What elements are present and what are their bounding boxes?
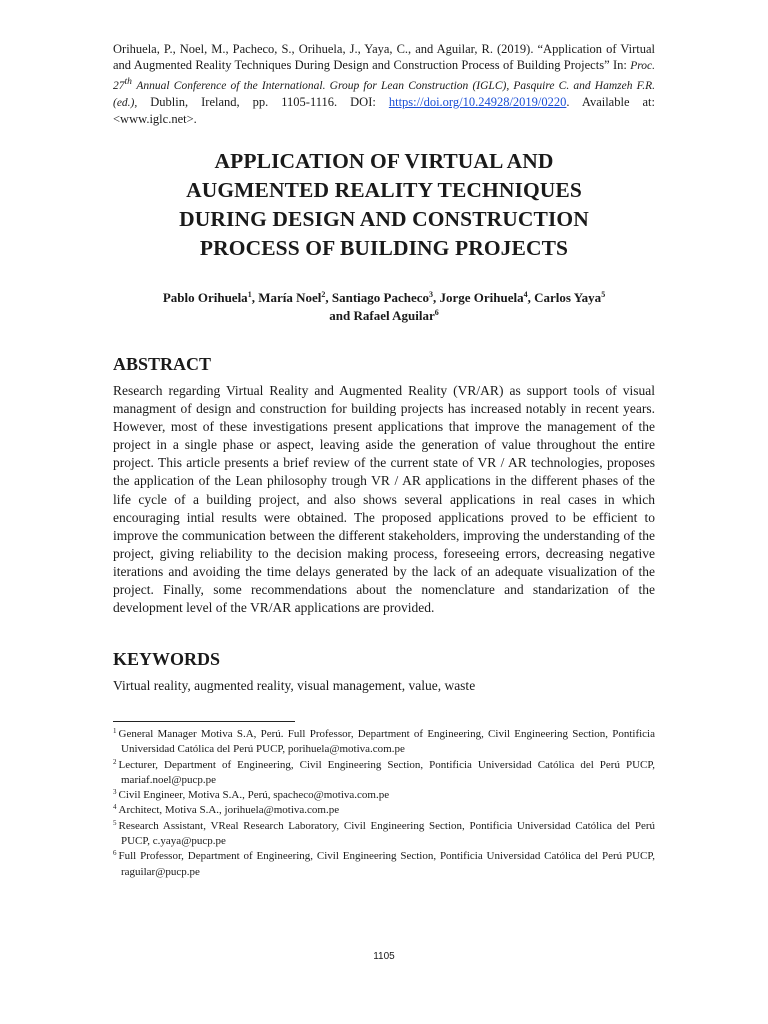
- footnote-num: 3: [113, 788, 117, 797]
- footnote-text: Research Assistant, VReal Research Laboratory, Civil Engineering Section, Pontificia Universidad Católica del Perú PUCP, c.yaya@pucp.pe: [118, 819, 655, 848]
- footnote-text: Lecturer, Department of Engineering, Civil Engineering Section, Pontificia Universidad Católica del Perú PUCP, mariaf.noel@pucp.pe: [118, 758, 655, 786]
- title-line: DURING DESIGN AND CONSTRUCTION: [179, 207, 589, 231]
- author-sup: 5: [601, 290, 606, 299]
- footnote-divider: [113, 721, 295, 722]
- abstract-heading: ABSTRACT: [113, 354, 212, 374]
- footnote-text: Architect, Motiva S.A., jorihuela@motiva.com.pe: [118, 804, 340, 817]
- footnote-text: General Manager Motiva S.A, Perú. Full Professor, Department of Engineering, Civil Engineering Section, Pontificia Universidad Católica del Perú PUCP, porihuela@motiva.com.pe: [118, 728, 655, 756]
- footnote: [113, 849, 655, 880]
- citation-available: . Available at: <www.iglc.net>.: [113, 94, 655, 126]
- paper-title: [113, 147, 655, 263]
- citation-proc-sup: th: [124, 76, 132, 87]
- footnote-num: 2: [113, 757, 117, 766]
- author-sup: 2: [321, 290, 326, 299]
- title-line: APPLICATION OF VIRTUAL AND: [214, 149, 554, 173]
- author-sup: 4: [523, 290, 528, 299]
- citation-proc: Proc. 27th: [113, 60, 655, 92]
- paper-page: [113, 0, 655, 1024]
- keywords-text: Virtual reality, augmented reality, visual management, value, waste: [113, 678, 476, 693]
- footnote: [113, 803, 655, 818]
- author-sup: 6: [434, 308, 439, 317]
- title-line: AUGMENTED REALITY TECHNIQUES: [186, 178, 582, 202]
- footnote-num: 1: [113, 727, 117, 735]
- footnote-text: Full Professor, Department of Engineering, Civil Engineering Section, Pontificia Universidad Católica del Perú PUCP, raguilar@pucp.pe: [118, 850, 655, 878]
- author-name: Santiago Pacheco: [331, 290, 429, 305]
- citation-header: [113, 41, 655, 127]
- page-number: 1105: [373, 951, 395, 962]
- footnote: [113, 727, 655, 758]
- footnote: [113, 758, 655, 789]
- footnote-text: Civil Engineer, Motiva S.A., Perú, spacheco@motiva.com.pe: [118, 789, 390, 802]
- author-name: Rafael Aguilar: [353, 308, 435, 323]
- footnote-num: 6: [113, 849, 117, 858]
- author-name: Jorge Orihuela: [439, 290, 524, 305]
- author-name: Carlos Yaya: [534, 290, 602, 305]
- footnotes: [113, 727, 655, 880]
- footnote: [113, 819, 655, 850]
- citation-location: Dublin, Ireland, pp. 1105-1116. DOI:: [150, 94, 376, 109]
- author-name: Pablo Orihuela: [162, 290, 248, 305]
- author-sup: 1: [247, 290, 252, 299]
- author-sup: 3: [429, 290, 433, 299]
- citation-text: Orihuela, P., Noel, M., Pacheco, S., Orihuela, J., Yaya, C., and Aguilar, R. (2019). “Application of Virtual and Augmented Reality Techniques During Design and Construction Process of Building Projects” In:: [113, 42, 655, 72]
- author-name: María Noel: [258, 290, 322, 305]
- footnote-num: 4: [113, 803, 117, 812]
- abstract-text: Research regarding Virtual Reality and Augmented Reality (VR/AR) as support tools of visual managment of design and construction for building projects has increased notably in recent years. However, most of these investigations present applications that improve the management of the project in a single phase or aspect, leaving aside the generation of value throughout the entire project. This article presents a brief review of the current state of VR / AR technologies, proposes the application of the Lean philosophy trough VR / AR applications in the different phases of the life cycle of a building project, and also shows several applications in real cases in which encouraging intial results were obtained. The proposed applications proved to be efficient to improve the communication between the different stakeholders, improving the understanding of the project, giving reliability to the decision making process, foreseeing errors, decreasing negative iterations and avoiding the time delays generated by the lack of an adequate visualization of the project. Finally, some recommendations about the nomenclature and standarization of the development level of the VR/AR applications are provided.: [113, 383, 655, 616]
- footnote-num: 5: [113, 818, 117, 827]
- doi-link[interactable]: https://doi.org/10.24928/2019/0220: [388, 94, 567, 109]
- keywords-heading: KEYWORDS: [113, 649, 221, 669]
- footnote: [113, 788, 655, 803]
- title-line: PROCESS OF BUILDING PROJECTS: [199, 236, 569, 260]
- author-list: Pablo Orihuela$^1$, María Noel$^2$, Santiago Pacheco$^3$, Jorge Orihuela$^4$, Carlos Yaya$^5$ and Rafael Aguilar$^6$: [162, 290, 606, 323]
- citation-conference: Annual Conference of the International. Group for Lean Construction (IGLC), Pasquire C. and Hamzeh F.R. (ed.),: [113, 79, 655, 109]
